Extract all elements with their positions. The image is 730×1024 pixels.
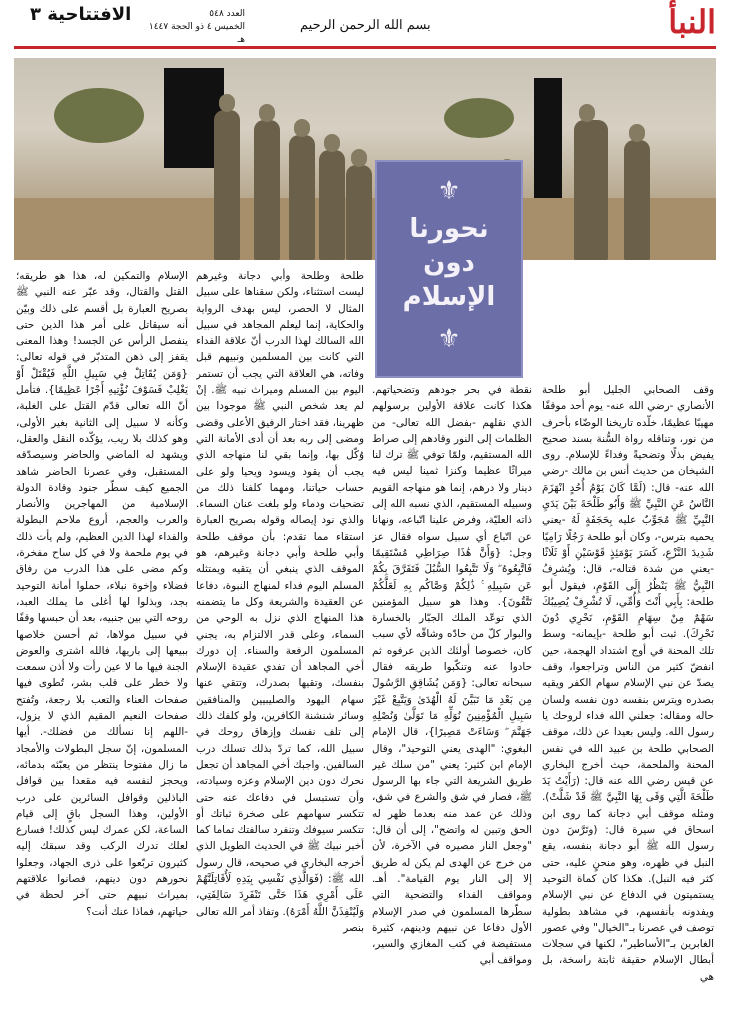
page-header <box>0 0 730 50</box>
text-column-right <box>542 382 714 1012</box>
title-line-1: نحورنا <box>409 214 489 244</box>
soldier-head <box>351 149 367 167</box>
soldier-4 <box>319 150 345 260</box>
soldier-9 <box>624 140 650 260</box>
title-line-2: دون <box>423 248 475 278</box>
newspaper-logo: النبأ <box>668 3 716 41</box>
column-text: نقطة في بحر جودهم وتضحياتهم. هكذا كانت علاقة الأولين برسولهم الذي نقلهم -بفضل الله تعالى- من الظلمات إلى النور وقادهم إلى صراط الله المستقيم، ولمّا توفي ﷺ ترك لنا ميراثًا عظيما وكنزا ثمينا ليس فيه دينار ولا درهم، إنما هو منهاجه القويم وسبيله المستقيم، الذي نسبه الله إلى ذاته العليّة، وفرض علينا اتّباعه، ونهانا عن اتّباع أي سبيل سواه فقال عز وجل: {وَأَنَّ هَٰذَا صِرَاطِي مُسْتَقِيمًا فَاتَّبِعُوهُ ۖ وَلَا تَتَّبِعُوا السُّبُلَ فَتَفَرَّقَ بِكُمْ عَن سَبِيلِهِ ۚ ذَٰلِكُمْ وَصَّاكُم بِهِ لَعَلَّكُمْ تَتَّقُونَ}. وهذا هو سبيل المؤمنين الذي توعّد الملك الجبّار بالخسارة والبوار كلّ من حادّه وشاقّه لأي سبب كان، خصوصا أولئك الذين عرفوه ثم حادوا عنه وتنكّبوا طريقه فقال سبحانه تعالى: {وَمَن يُشَاقِقِ الرَّسُولَ مِن بَعْدِ مَا تَبَيَّنَ لَهُ الْهُدَىٰ وَيَتَّبِعْ غَيْرَ سَبِيلِ الْمُؤْمِنِينَ نُوَلِّهِ مَا تَوَلَّىٰ وَنُصْلِهِ جَهَنَّمَ ۖ وَسَاءَتْ مَصِيرًا}، قال الإمام البغوي: "الهدى يعني التوحيد"، وقال الإمام ابن كثير: يعني "من سلك غير طريق الشريعة التي جاء بها الرسول ﷺ، فصار في شق والشرع في شق، وذلك عن عمد منه بعدما ظهر له الحق وتبين له واتضح"، إلى أن قال: "وجعل النار مصيره في الآخرة، لأن من خرج عن الهدى لم يكن له طريق إلا إلى النار يوم القيامة". أهـ. ومواقف الفداء والتضحية التي سطّرها المسلمون في صدر الإسلام الأول دفاعا عن نبيهم ودينهم، كثيرة مستفيضة في كتب المغازي والسير، ومواقف أبي <box>372 384 532 967</box>
soldier-1 <box>214 110 240 260</box>
text-column-left <box>196 268 364 1012</box>
article-title-box <box>375 160 523 378</box>
text-column-far-left <box>16 268 188 1012</box>
fleur-top-icon: ⚜ <box>437 176 461 206</box>
tree-mid <box>444 98 514 138</box>
soldier-8 <box>574 120 608 260</box>
text-column-middle <box>372 382 532 1012</box>
column-text: الإسلام والتمكين له، هذا هو طريقه؛ القتل والقتال، وقد عبّر عنه النبي ﷺ بصريح العبارة بل أقسم على ذلك وبيّن أنه سيقاتل على أمر هذا الدين حتى ينفصل الرأس عن الجسد! وهذا المعنى يقفز إلى ذهن المتدبّر في قوله تعالى: {وَمَن يُقَاتِلْ فِي سَبِيلِ اللَّهِ فَيُقْتَلْ أَوْ يَغْلِبْ فَسَوْفَ نُؤْتِيهِ أَجْرًا عَظِيمًا}. فتأمل أنّ الله تعالى قدّم القتل على الغلبة، وكأنه لا سبيل إلى الثانية بغير الأولى، وهو كذلك بلا ريب، يؤكّده النقل والعقل، ويشهد له الماضي والحاضر وسيصدّقه المستقبل، وفي عصرنا الحاضر شاهد الجميع كيف سطّر جنود وقادة الدولة الإسلامية من المهاجرين والأنصار والعرب والعجم، أروع ملاحم البطولة والفداء لهذا الدين العظيم، ولم يأت ذلك في يوم ملحمة ولا في كل ساح مفخرة، وكم مضى على هذا الدرب من رفاق فضلاء وإخوة نبلاء، حملوا أمانة التوحيد بجد، وبذلوا لها أغلى ما يملك العبد، روحه التي بين جنبيه، بعد أن حبسها وقفًا في سبيل مولاها، ثم أحسن خلاصها ببيعها إلى باريها، فالله اشترى والعوض الجنة فيها ما لا عين رأت ولا أذن سمعت ولا خطر على قلب بشر، تُطوى فيها صفحات العناء والتعب بلا رجعة، وتُفتح صفحات النعيم المقيم الذي لا يزول، -اللهم إنا نسألك من فضلك-. أيها المسلمون، إنّ سجل البطولات والأمجاد ما زال مفتوحا ينتظر من يعبّئه بدمائه، ويحجز لنفسه فيه مقعدا بين قوافل الباذلين وقوافل السائرين على درب الأولين، وهذا السجل باقٍ إلى قيام الساعة، لكن عمرك ليس كذلك! فسارع لعلك تدرك الركب وقد سبقك إليه كثيرون تربّعوا على ذرى الجهاد، وجعلوا نحورهم دون دينهم، فصانوا علاقتهم بميراث نبيهم حتى آخر لحظة في حياتهم، فماذا عنك أنت؟ <box>16 270 188 918</box>
soldier-5 <box>346 165 372 260</box>
article-title <box>377 212 521 314</box>
soldier-head <box>219 94 235 112</box>
soldier-3 <box>289 135 315 260</box>
issue-number: العدد ٥٤٨ <box>209 9 245 19</box>
banner-photo <box>14 58 716 260</box>
issue-date: الخميس ٤ ذو الحجة ١٤٤٧ هـ <box>148 22 245 45</box>
soldier-head <box>324 134 340 152</box>
tree-left <box>54 88 144 143</box>
title-line-3: الإسلام <box>402 282 496 312</box>
header-rule <box>14 46 716 49</box>
fleur-bottom-icon: ⚜ <box>437 324 461 354</box>
soldier-head <box>629 124 645 142</box>
soldier-head <box>294 119 310 137</box>
soldier-2 <box>254 120 280 260</box>
issue-info <box>145 8 245 47</box>
soldier-head <box>259 104 275 122</box>
section-label: الافتتاحية ٣ <box>30 4 132 25</box>
basmala: بسم الله الرحمن الرحيم <box>300 18 431 33</box>
column-text: طلحة وطلحة وأبي دجانة وغيرهم ليست استثناء، ولكن سقناها على سبيل المثال لا الحصر، ليس بهدف الرواية والحكاية، إنما ليعلم المجاهد في سبيل الله السالك لهذا الدرب أنّ علاقة الفداء التي كانت بين المسلمين ونبيهم قبل وفاته، هي العلاقة التي يجب أن تستمر اليوم بين المسلم وميراث نبيه ﷺ. إنْ لم يعد شخص النبي ﷺ موجودا بين ظهرينا، فقد اختار الرفيق الأعلى وقضى ومضى إلى ربه بعد أن أدى الأمانة التي وُكّل بها، وإنما بقي لنا منهاجه الذي يجب أن يقود ويسود ويحيا ولو على حساب حياتنا، ومهما كلفنا ذلك من تضحيات ودماء ولو بلغت عنان السماء. والذي نود إيصاله وقوله بصريح العبارة استقاء مما تقدم: بأن موقف طلحة وأبي طلحة وأبي دجانة وغيرهم، هو الموقف الذي ينبغي أن يتقيه ويمتثله المسلم اليوم فداء لمنهاج النبوة، دفاعا عن العقيدة والشريعة وكل ما يتضمنه هذا المنهاج الذي نزل به الوحي من السماء، وعلى قدر الالتزام به، يجني المسلمون الرفعة والسناء. إن دورك أخي المجاهد أن تفدي عقيدة الإسلام بنفسك، وتقيها بصدرك، وتتقي عنها سهام اليهود والصليبيين والمنافقين وسائر شنشنة الكافرين، ولو كلفك ذلك إلى تلف نفسك وإزهاق روحك في سبيل الله، كما تردّ بذلك تسلك درب السالفين. واجبك أخي المجاهد أن تجعل نحرك دون دين الإسلام وعزه وسيادته، وأن تستبسل في دفاعك عنه حتى تتكسر سهامهم على صخرة ثباتك أو تتكسر سيوفك وتنفرد سالفتك تماما كما أخبر نبيك ﷺ في الحديث الطويل الذي أخرجه البخاري في صحيحه، قال رسول الله ﷺ: (فَوَالَّذِي نَفْسِي بِيَدِهِ لَأُقَاتِلَنَّهُمْ عَلَى أَمْرِي هَذَا حَتَّى تَنْفَرِدَ سَالِفَتِي، وَلَيُنْفِذَنَّ اللَّهُ أَمْرَهُ). وتفاذ أمر الله تعالى بنصر <box>196 270 364 934</box>
black-flag-right <box>534 78 562 198</box>
soldier-head <box>579 104 595 122</box>
column-text: وقف الصحابي الجليل أبو طلحة الأنصاري -رضي الله عنه- يوم أحد موقفًا مهيبًا عظيمًا، خلّده تاريخنا الوضّاء بأحرف من نور، وتناقله رواة السُّنة بسند صحيح يفيض بذلًا وتضحيةً وفداءً للإسلام. روى الشيخان من حديث أنس بن مالك -رضي الله عنه- قال: (لَمَّا كَانَ يَوْمُ أُحُدٍ انْهَزَمَ النَّاسُ عَنِ النَّبِيِّ ﷺ وَأَبُو طَلْحَةَ بَيْنَ يَدَيِ النَّبِيِّ ﷺ مُجَوِّبٌ عليه بِحَجَفَةٍ لَهُ -يعني يحميه بترس-، وكان أبو طلحة رَجُلًا رَامِيًا شَدِيدَ النَّزْعِ، كَسَرَ يَوْمَئِذٍ قَوْسَيْنِ أَوْ ثَلَاثًا -يعني من شدة قتاله-، قال: ويُشرِفُ النَّبِيُّ ﷺ يَنْظُرُ إِلَى القَوْمِ، فيقول أبو طلحة: بِأَبِي أَنْتَ وَأُمِّي، لَا تُشْرِفْ يُصِيبُكَ سَهْمٌ مِنْ سِهَامِ القَوْمِ، نَحْرِي دُونَ نَحْرِكَ). ثبت أبو طلحة -بإيمانه- وسط تلك المحنة في أوج اشتداد الهجمة، حين انفضّ كثير من الناس وتراجعوا، وقف يصدّ عن نبي الإسلام سهام الكفر ويقيه بصدره ويترس بنفسه دون نفسه ولسان حاله ومقاله: جعلني الله فداء لروحك يا رسول الله. وليس بعيدا عن ذلك، موقف الصحابي طلحة بن عبيد الله في نفس المحنة والملحمة، حيث أخرج البخاري عن قيس رضي الله عنه قال: (رَأَيْتُ يَدَ طَلْحَةَ الَّتِي وَقَى بِهَا النَّبِيَّ ﷺ قَدْ شَلَّتْ). ومثله موقف أبي دجانة كما روى ابن اسحاق في سيرة قال: (وتَرَّسَ دون رسول الله ﷺ أبو دجانة بنفسه، يقع النبل في ظهره، وهو منحنٍ عليه، حتى كثر فيه النبل). هكذا كان كماة التوحيد يستميتون في الدفاع عن نبي الإسلام ويفدونه بأنفسهم، في مشاهد بطولية توصف في عصرنا بـ"الخيال" وفي عصور الغابرين بـ"الأساطير"، لكنها في سجلات أبطال الإسلام حقيقة ثابتة راسخة، بل هي <box>542 384 714 983</box>
